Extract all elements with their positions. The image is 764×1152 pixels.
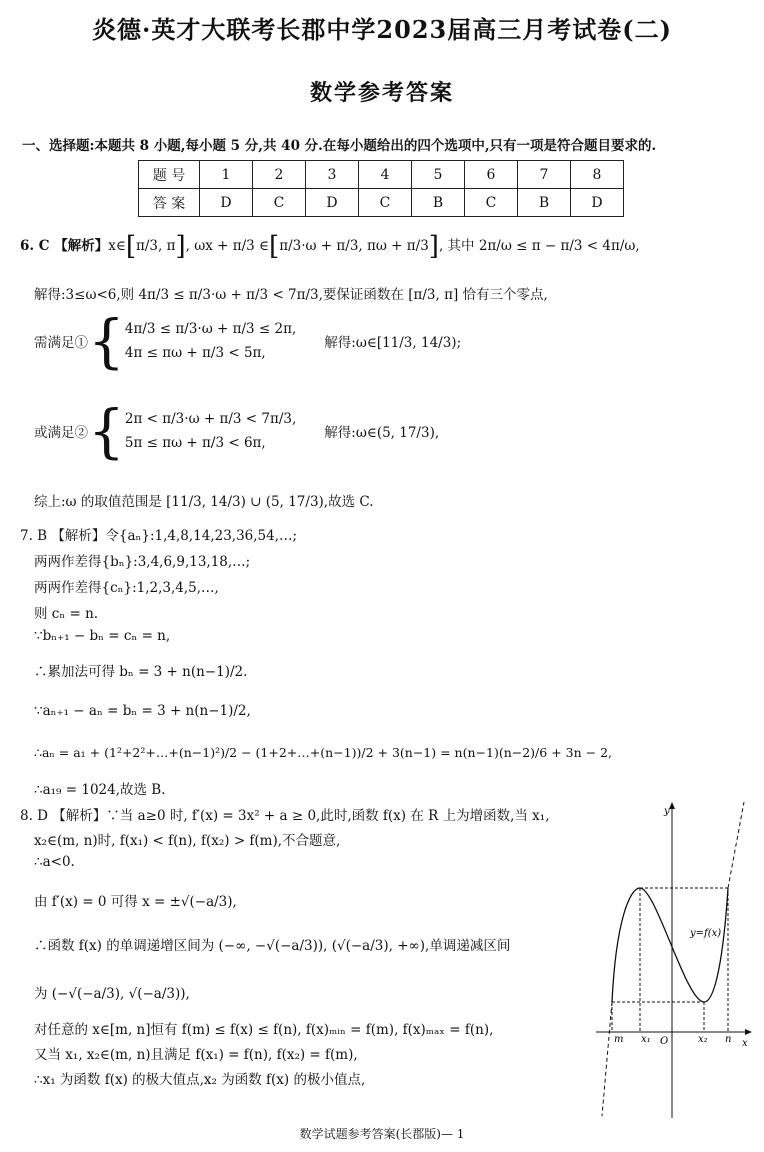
q7-line9: ∴a₁₉ = 1024,故选 B. <box>34 782 166 798</box>
q8-line4: 由 f′(x) = 0 可得 x = ±√(−a/3), <box>34 894 237 910</box>
x-axis-label: x <box>742 1038 748 1049</box>
q6-head: 6. C 【解析】 <box>20 238 109 254</box>
table-cell: D <box>571 189 624 217</box>
table-cell: C <box>359 189 412 217</box>
page-footer: 数学试题参考答案(长郡版)— 1 <box>299 1127 465 1141</box>
n-label: n <box>725 1034 732 1045</box>
x2-label: x₂ <box>698 1034 708 1045</box>
q8-line2: x₂∈(m, n)时, f(x₁) < f(n), f(x₂) > f(m),不合题意, <box>34 833 341 849</box>
q8-line7: 对任意的 x∈[m, n]恒有 f(m) ≤ f(x) ≤ f(n), f(x)ₘᵢₙ = f(m), f(x)ₘₐₓ = f(n), <box>34 1022 494 1038</box>
q6-t3: , ωx + π/3 ∈ <box>185 238 270 254</box>
bracket-close-icon: ] <box>175 231 186 262</box>
page-header-title: 炎德·英才大联考长郡中学2023届高三月考试卷(二) <box>92 15 672 44</box>
q8-line8: 又当 x₁, x₂∈(m, n)且满足 f(x₁) = f(n), f(x₂) = f(m), <box>34 1047 358 1063</box>
cubic-curve <box>612 888 728 1002</box>
table-cell: 3 <box>306 161 359 189</box>
table-cell: C <box>465 189 518 217</box>
y-axis-arrow-icon <box>669 802 675 809</box>
curve-extension-lower <box>602 1002 612 1116</box>
table-cell: 5 <box>412 161 465 189</box>
x-axis-arrow-icon <box>745 1029 752 1035</box>
q6-need-sys2: 4π ≤ πω + π/3 < 5π, <box>124 345 266 361</box>
page-subtitle: 数学参考答案 <box>309 80 454 106</box>
q6-line2: 解得:3≤ω<6,则 4π/3 ≤ π/3·ω + π/3 < 7π/3,要保证函数在 [π/3, π] 恰有三个零点, <box>34 287 548 303</box>
q7-line1: 7. B 【解析】令{aₙ}:1,4,8,14,23,36,54,…; <box>20 528 298 544</box>
table-cell: 6 <box>465 161 518 189</box>
q6-t2: π/3, π <box>136 238 176 254</box>
q6-need-system <box>125 321 296 361</box>
table-cell: 1 <box>200 161 253 189</box>
q6-need-sys1: 4π/3 ≤ π/3·ω + π/3 ≤ 2π, <box>124 321 297 337</box>
q8-line1: 8. D 【解析】∵当 a≥0 时, f′(x) = 3x² + a ≥ 0,此时,函数 f(x) 在 R 上为增函数,当 x₁, <box>20 808 550 824</box>
q8-function-graph <box>594 800 758 1120</box>
answer-table <box>138 160 624 217</box>
q7-line5: ∵bₙ₊₁ − bₙ = cₙ = n, <box>34 628 171 644</box>
q6-line1 <box>20 231 640 262</box>
table-row-label: 答 案 <box>139 189 200 217</box>
q6-summary: 综上:ω 的取值范围是 [11/3, 14/3) ∪ (5, 17/3),故选 C. <box>34 494 374 510</box>
section1-intro: 一、选择题:本题共 8 小题,每小题 5 分,共 40 分.在每小题给出的四个选项中,只有一项是符合题目要求的. <box>22 138 657 154</box>
q7-line8: ∴aₙ = a₁ + (1²+2²+…+(n−1)²)/2 − (1+2+…+(n−1))/2 + 3(n−1) = n(n−1)(n−2)/6 + 3n − 2, <box>34 745 612 760</box>
table-cell: 8 <box>571 161 624 189</box>
q6-t5: , 其中 2π/ω ≤ π − π/3 < 4π/ω, <box>438 238 640 254</box>
brace-icon: { <box>88 307 125 375</box>
table-cell: D <box>306 189 359 217</box>
bracket-close-icon: ] <box>428 231 439 262</box>
q8-line3: ∴a<0. <box>34 854 75 870</box>
q8-line6: 为 (−√(−a/3), √(−a/3)), <box>34 986 190 1002</box>
table-cell: D <box>200 189 253 217</box>
table-row-label: 题 号 <box>139 161 200 189</box>
q7-line4: 则 cₙ = n. <box>34 606 99 622</box>
q6-t1: x∈ <box>108 238 126 254</box>
answer-table-number-row <box>139 161 624 189</box>
q6-or-system <box>125 411 296 451</box>
q6-or-sys2: 5π ≤ πω + π/3 < 6π, <box>124 435 266 451</box>
q6-need-result: 解得:ω∈[11/3, 14/3); <box>324 335 462 351</box>
table-cell: 2 <box>253 161 306 189</box>
q6-need-block <box>34 307 462 375</box>
table-cell: 7 <box>518 161 571 189</box>
q6-or-result: 解得:ω∈(5, 17/3), <box>324 425 440 441</box>
q7-line6: ∴累加法可得 bₙ = 3 + n(n−1)/2. <box>34 664 248 680</box>
m-label: m <box>614 1034 624 1045</box>
curve-label: y=f(x) <box>690 928 722 939</box>
bracket-open-icon: [ <box>125 231 137 262</box>
answer-table-answer-row <box>139 189 624 217</box>
q6-or-label: 或满足② <box>34 425 88 441</box>
q8-line9: ∴x₁ 为函数 f(x) 的极大值点,x₂ 为函数 f(x) 的极小值点, <box>34 1072 366 1088</box>
q6-or-sys1: 2π < π/3·ω + π/3 < 7π/3, <box>124 411 297 427</box>
table-cell: 4 <box>359 161 412 189</box>
table-cell: C <box>253 189 306 217</box>
table-cell: B <box>518 189 571 217</box>
x1-label: x₁ <box>641 1034 651 1045</box>
origin-label: O <box>660 1036 669 1047</box>
y-axis-label: y <box>664 806 670 817</box>
curve-extension-upper <box>728 802 744 888</box>
q7-line7: ∵aₙ₊₁ − aₙ = bₙ = 3 + n(n−1)/2, <box>34 703 251 719</box>
q6-t4: π/3·ω + π/3, πω + π/3 <box>279 238 429 254</box>
q7-line2: 两两作差得{bₙ}:3,4,6,9,13,18,…; <box>34 554 251 570</box>
table-cell: B <box>412 189 465 217</box>
q6-or-block <box>34 397 440 465</box>
q7-line3: 两两作差得{cₙ}:1,2,3,4,5,…, <box>34 580 219 596</box>
q8-line5: ∴函数 f(x) 的单调递增区间为 (−∞, −√(−a/3)), (√(−a/3), +∞),单调递减区间 <box>34 938 511 954</box>
brace-icon: { <box>88 397 125 465</box>
q6-need-label: 需满足① <box>34 335 88 351</box>
bracket-open-icon: [ <box>269 231 280 262</box>
